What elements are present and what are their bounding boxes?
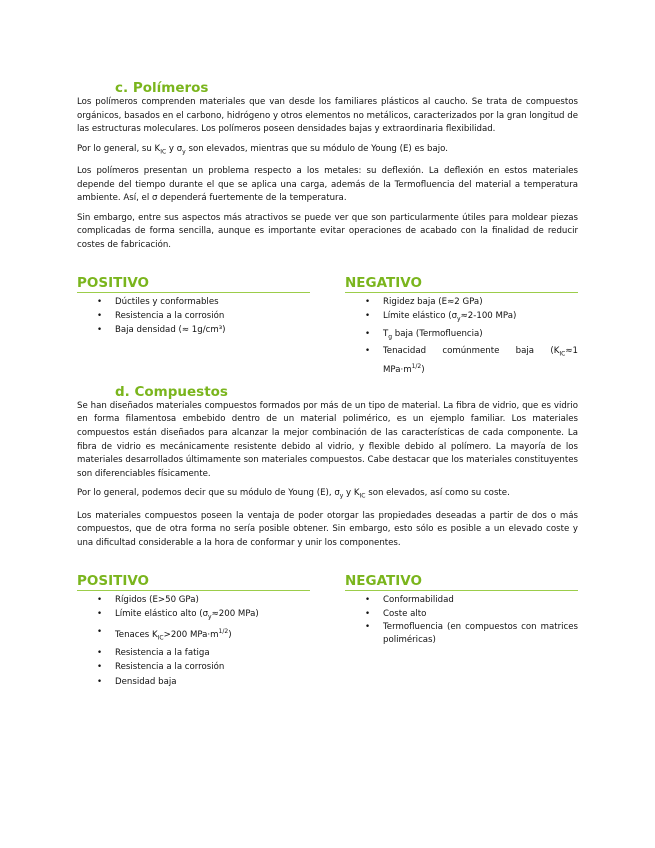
negativo-column bbox=[345, 275, 578, 376]
paragraph: Los polímeros presentan un problema respecto a los metales: su deflexión. La deflexión en estos materiales depende del tiempo durante el que se aplica una carga, además de la Termofluencia del material a temperatura ambiente. Así, el σ dependerá fuertemente de la temperatura. bbox=[77, 166, 578, 204]
list-item: • $T_g$ baja (Termofluencia) bbox=[365, 329, 483, 341]
positivo-column bbox=[77, 573, 310, 690]
negativo-column bbox=[345, 573, 578, 690]
paragraph: Los materiales compuestos poseen la ventaja de poder otorgar las propiedades deseadas a partir de dos o más compuestos, que de otra forma no sería posible obtener. Sin embargo, esto sólo es posible a un elevado coste y una dificultad considerable a la hora de conformar y unir los componentes. bbox=[77, 510, 578, 548]
list-item: • Límite elástico alto ($\sigma_y\approx 200$ MPa) bbox=[97, 608, 259, 621]
list-item: • Resistencia a la corrosión bbox=[97, 311, 225, 322]
list-item: • Resistencia a la corrosión bbox=[97, 662, 225, 673]
list-item: • Tenaces $K_{IC}>200$ $MPa\cdot m^{1/2}$) bbox=[97, 627, 232, 642]
list-item: • Coste alto bbox=[365, 608, 427, 619]
list-item: • Resistencia a la fatiga bbox=[97, 648, 210, 659]
list-item: • Rigidez baja (E≈2 GPa) bbox=[365, 296, 483, 307]
section-title-compuestos: d. Compuestos bbox=[115, 383, 228, 400]
paragraph: Sin embargo, entre sus aspectos más atractivos se puede ver que son particularmente útiles para moldear piezas complicadas de forma sencilla, aunque es importante evitar operaciones de acabado con la finalidad de reducir costes de fabricación. bbox=[77, 212, 578, 251]
list-item: • Termofluencia (en compuestos con matrices poliméricas) bbox=[365, 622, 578, 646]
paragraph: Por lo general, su $K_{IC}$ y $\sigma_y$ son elevados, mientras que su módulo de Young (E) es bajo. bbox=[77, 143, 448, 156]
negativo-heading: NEGATIVO bbox=[345, 275, 578, 293]
paragraph: Se han diseñados materiales compuestos formados por más de un tipo de material. La fibra de vidrio, que es vidrio en forma filamentosa embebido dentro de un material polimérico, es un ejemplo familiar. Los materiales compuestos están diseñados para alcanzar la mejor combinación de las características de cada componente. La fibra de vidrio es mecánicamente resistente debido al vidrio, y flexible debido al polímero. La mayoría de los materiales desarrollados últimamente son materiales compuestos. Cabe destacar que los materiales constituyentes son diferenciables físicamente. bbox=[77, 400, 578, 479]
list-item: • Rígidos (E>50 GPa) bbox=[97, 594, 199, 605]
paragraph: Por lo general, podemos decir que su módulo de Young (E), $\sigma_y$ y $K_{IC}$ son elevados, así como su coste. bbox=[77, 488, 510, 501]
section-title-polimeros: c. Polímeros bbox=[115, 80, 209, 96]
positivo-heading: POSITIVO bbox=[77, 573, 310, 591]
list-item: • Conformabilidad bbox=[365, 594, 454, 605]
list-item: • Límite elástico ($\sigma_y\approx 2-100$ MPa) bbox=[365, 311, 517, 323]
negativo-heading: NEGATIVO bbox=[345, 573, 578, 591]
positivo-column bbox=[77, 275, 310, 376]
document-page bbox=[77, 0, 578, 689]
positivo-heading: POSITIVO bbox=[77, 275, 310, 293]
paragraph: Los polímeros comprenden materiales que van desde los familiares plásticos al caucho. Se trata de compuestos orgánicos, basados en el carbono, hidrógeno y otros elementos no metálicos, caracterizados por la gran longitud de las estructuras moleculares. Los polímeros poseen densidades bajas y extraordinaria flexibilidad. bbox=[77, 97, 578, 135]
pros-cons-polimeros bbox=[77, 275, 578, 376]
list-item: • Baja densidad (≈ 1g/cm³) bbox=[97, 325, 226, 336]
list-item: • Densidad baja bbox=[97, 676, 177, 687]
pros-cons-compuestos bbox=[77, 573, 578, 690]
list-item: • Dúctiles y conformables bbox=[97, 296, 219, 307]
list-item: • Tenacidad comúnmente baja ($K_{IC}\approx 1$ $MPa\cdot m^{1/2}$) bbox=[365, 346, 578, 375]
